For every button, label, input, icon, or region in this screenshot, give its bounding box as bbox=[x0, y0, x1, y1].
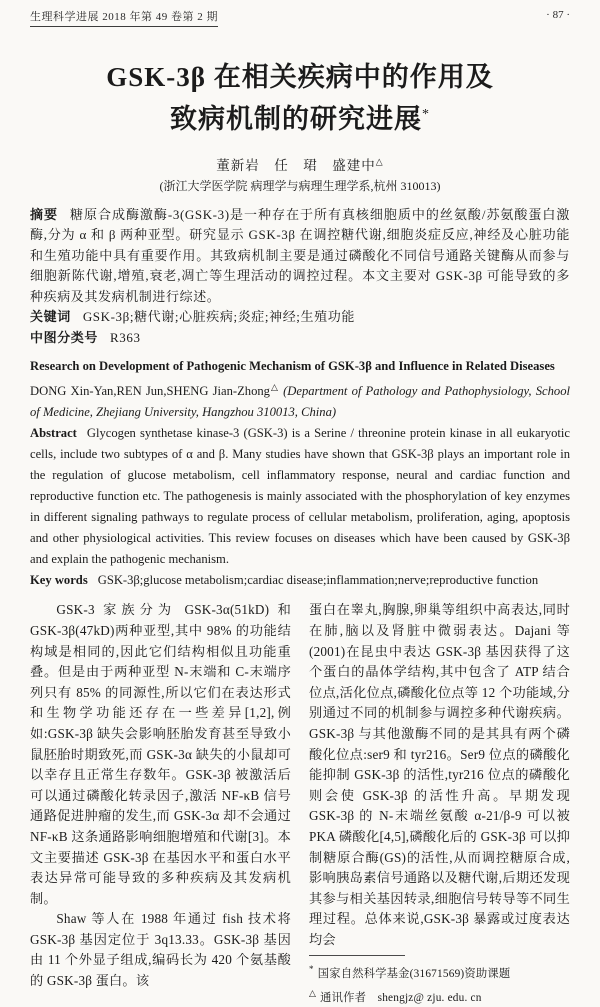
page-number: · 87 · bbox=[546, 9, 570, 21]
title-footnote-marker: * bbox=[422, 106, 430, 122]
footnote-rule bbox=[309, 955, 405, 956]
body-columns bbox=[30, 600, 570, 1007]
abstract-paragraph bbox=[30, 205, 570, 308]
journal-header: 生理科学进展 2018 年第 49 卷第 2 期 bbox=[30, 8, 218, 27]
article-title bbox=[30, 57, 570, 141]
body-paragraph-2: Shaw 等人在 1988 年通过 fish 技术将 GSK-3β 基因定位于 3q13.33。GSK-3β 基因由 11 个外显子组成,编码长为 420 个氨基酸的 GSK-3β 蛋白。该 bbox=[30, 911, 291, 989]
clc-value: R363 bbox=[110, 329, 141, 345]
chinese-abstract-block bbox=[30, 205, 570, 349]
corresponding-footnote-marker: △ bbox=[309, 987, 317, 998]
author-names: 董新岩 任 珺 盛建中 bbox=[216, 157, 376, 173]
english-abstract-paragraph bbox=[30, 423, 570, 570]
english-abstract-label: Abstract bbox=[30, 426, 77, 441]
keywords-text: GSK-3β;糖代谢;心脏疾病;炎症;神经;生殖功能 bbox=[82, 309, 355, 325]
english-section bbox=[30, 356, 570, 591]
authors-line bbox=[30, 154, 570, 174]
body-column-left bbox=[30, 600, 291, 1007]
article-title-line2 bbox=[30, 99, 570, 141]
corresponding-footnote-text: 通讯作者 shengjz@ zju. edu. cn bbox=[320, 991, 482, 1004]
english-abstract-text: Glycogen synthetase kinase-3 (GSK-3) is a Serine / threonine protein kinase in all eukaryotic cells, include two subtypes of α and β. Many studies have shown that GSK-3β plays an important role in the regulation of glucose metabolism, cell inflammatory response, neural and cardiac function and reproductive function etc. The pathogenesis is mainly associated with the phosphorylation of key enzymes in different signaling pathways to regulate process of cellular metabolism, proliferation, aging, apoptosis and other physiological activities. This review focuses on diseases which have been caused by GSK-3β and explain the pathogenic mechanism. bbox=[30, 426, 570, 567]
english-keywords-text: GSK-3β;glucose metabolism;cardiac disease;inflammation;nerve;reproductive function bbox=[97, 573, 539, 588]
footnote-block bbox=[309, 955, 570, 1007]
keywords-row bbox=[30, 307, 570, 328]
affiliation: (浙江大学医学院 病理学与病理生理学系,杭州 310013) bbox=[159, 178, 441, 193]
footnote-corresponding bbox=[309, 984, 570, 1007]
abstract-label: 摘要 bbox=[30, 206, 58, 222]
clc-row bbox=[30, 328, 570, 349]
footnote-fund bbox=[309, 960, 570, 983]
english-affiliation: (Department of Pathology and Pathophysiology, School of Medicine, Zhejiang University, Hangzhou 310013, China) bbox=[30, 384, 571, 420]
english-author-names: DONG Xin-Yan,REN Jun,SHENG Jian-Zhong bbox=[30, 384, 270, 399]
running-header bbox=[30, 8, 570, 27]
fund-footnote-text: 国家自然科学基金(31671569)资助课题 bbox=[317, 968, 511, 981]
article-title-line1: GSK-3β 在相关疾病中的作用及 bbox=[106, 62, 494, 92]
article-title-line2-text: 致病机制的研究进展 bbox=[170, 103, 422, 134]
corresponding-author-marker: △ bbox=[375, 156, 384, 167]
keywords-label: 关键词 bbox=[30, 309, 71, 325]
english-keywords-label: Key words bbox=[30, 573, 88, 588]
body-column-right bbox=[309, 600, 570, 1007]
english-corresponding-marker: △ bbox=[269, 382, 279, 393]
english-authors-line bbox=[30, 377, 570, 423]
body-paragraph-1: GSK-3 家族分为 GSK-3α(51kD) 和 GSK-3β(47kD)两种亚型,其中 98% 的功能结构域是相同的,因此它们结构相似且功能重叠。但是由于两种亚型 N-末端和 C-末端序列只有 85% 的同源性,所以它们在表达形式和生物学功能还存在一些差异[1,2],例如:GSK-3β 缺失会影响胚胎发育甚至导致小鼠胚胎时期致死,而 GSK-3α 缺失的小鼠却可以幸存且正常生存数年。GSK-3β 被激活后可以通过磷酸化转录因子,激活 NF-κB 信号通路促进肿瘤的发生,而 GSK-3α 却不会通过 NF-κB 这条通路影响细胞增殖和代谢[3]。本文主要描述 GSK-3β 在基因水平和蛋白水平表达异常可能导致的多种疾病及其发病机制。 bbox=[30, 602, 291, 906]
english-title: Research on Development of Pathogenic Mechanism of GSK-3β and Influence in Related Diseases bbox=[30, 359, 555, 374]
english-keywords-row bbox=[30, 570, 570, 591]
abstract-text: 糖原合成酶激酶-3(GSK-3)是一种存在于所有真核细胞质中的丝氨酸/苏氨酸蛋白激酶,分为 α 和 β 两种亚型。研究显示 GSK-3β 在调控糖代谢,细胞炎症反应,神经及心脏功能和生殖功能中具有重要作用。其致病机制主要是通过磷酸化不同信号通路关键酶从而参与细胞新陈代谢,增殖,衰老,凋亡等生理活动的调控过程。本文主要对 GSK-3β 可能导致的多种疾病及其发病机制进行综述。 bbox=[30, 206, 570, 304]
body-paragraph-2-continued: 蛋白在睾丸,胸腺,卵巢等组织中高表达,同时在肺,脑以及肾脏中微弱表达。Dajani 等(2001)在昆虫中表达 GSK-3β 基因获得了这个蛋白的晶体学结构,其中包含了 ATP 结合位点,活化位点,磷酸化位点等 12 个功能域,分别通过不同的机制参与调控多种代谢疾病。GSK-3β 与其他激酶不同的是其具有两个磷酸化位点:ser9 和 tyr216。Ser9 位点的磷酸化能抑制 GSK-3β 的活性,tyr216 位点的磷酸化则会使 GSK-3β 的活性升高。早期发现 GSK-3β 的 N-末端丝氨酸 α-21/β-9 可以被 PKA 磷酸化[4,5],磷酸化后的 GSK-3β 可以抑制糖原合酶(GS)的活性,从而调控糖原合成,影响胰岛素信号通路以及糖代谢,后期还发现其参与相关基因转录,细胞信号转导等不同生理过程。总体来说,GSK-3β 暴露或过度表达均会 bbox=[309, 602, 570, 947]
fund-footnote-marker: * bbox=[309, 964, 314, 975]
clc-label: 中图分类号 bbox=[30, 329, 99, 345]
